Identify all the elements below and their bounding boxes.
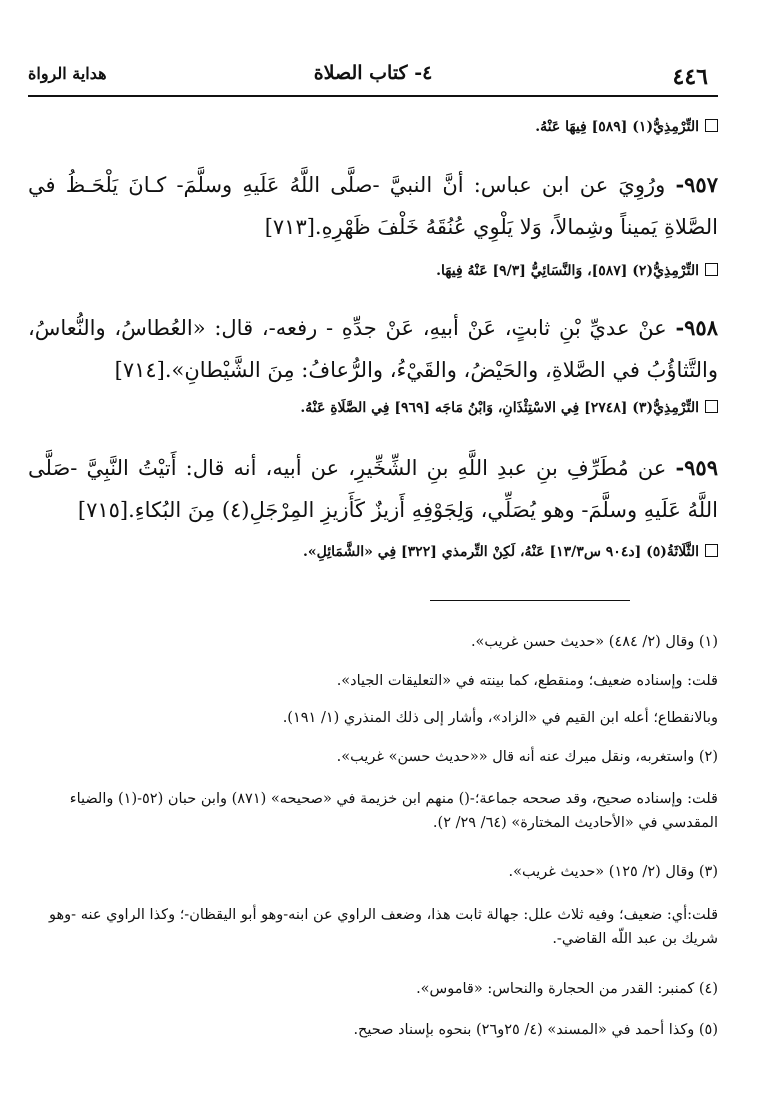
source-line: التِّرْمِذِيُّ(٢) [٥٨٧]، وَالنَّسَائِيُّ [٩/٣] عَنْهُ فِيهَا. [28,260,718,282]
hadith-number: ٩٥٩- [675,455,718,480]
footnote: (٤) كمنبر: القدر من الحجارة والنحاس: «قاموس». [416,981,718,997]
source-line: التِّرْمِذِيُّ(٣) [٢٧٤٨] فِي الاسْتِئْذَانِ، وَابْنُ مَاجَه [٩٦٩] فِي الصَّلَاةِ عَنْهُ. [28,397,718,419]
hadith-959 [28,447,718,531]
footnote: قلت:أي: ضعيف؛ وفيه ثلاث علل: جهالة ثابت هذا، وضعف الراوي عن ابنه-وهو أبو اليقظان-؛ وكذا الراوي عنه -وهو شريك بن عبد اللّه القاضي-. [49,907,718,947]
footnote: (٣) وقال (٢/ ١٢٥) «حديث غريب». [508,864,718,880]
footnote: (١) وقال (٢/ ٤٨٤) «حديث حسن غريب». [470,634,718,650]
header-divider [28,95,718,97]
square-bullet-icon [705,263,718,276]
book-title: هداية الرواة [28,64,107,83]
square-bullet-icon [705,400,718,413]
footnote: وبالانقطاع؛ أعله ابن القيم في «الزاد»، وأشار إلى ذلك المنذري (١/ ١٩١). [282,710,718,726]
footnote: قلت: وإسناده ضعيف؛ ومنقطع، كما بينته في «التعليقات الجياد». [336,673,718,689]
footnote: قلت: وإسناده صحيح، وقد صححه جماعة؛-() منهم ابن خزيمة في «صحيحه» (٨٧١) وابن حبان (٥٢-(١) والضياء المقدسي في «الأحاديث المختارة» (٦٤/ ٢٩/ ٢). [69,791,718,831]
hadith-number: ٩٥٧- [675,172,718,197]
hadith-958 [28,307,718,391]
hadith-text: عنْ عديِّ بْنِ ثابتٍ، عَنْ أبيهِ، عَنْ جدِّهِ - رفعه-، قال: «العُطاسُ، والنُّعاسُ، والتَّثاؤُبُ في الصَّلاةِ، والحَيْضُ، والقَيْءُ، والرُّعافُ: مِنَ الشَّيْطانِ».[٧١٤] [28,316,718,382]
source-line: الثَّلَاثَةُ(٥) [د٩٠٤ س١٣/٣] عَنْهُ، لَكِنْ التِّرمذي [٣٢٢] فِي «الشَّمَائِلِ». [28,541,718,563]
chapter-title: ٤- كتاب الصلاة [313,62,433,84]
source-line: التِّرْمِذِيُّ(١) [٥٨٩] فِيهَا عَنْهُ. [28,116,718,138]
footnote-divider [430,600,630,601]
page-number: ٤٤٦ [672,64,708,90]
hadith-text: ورُوِيَ عن ابن عباس: أنَّ النبيَّ -صلَّى اللَّهُ عَلَيهِ وسلَّمَ- كـانَ يَلْحَـظُ في الصَّلاةِ يَميناً وشِمالاً، وَلا يَلْوِي عُنُقَهُ خَلْفَ ظَهْرِهِ.[٧١٣] [28,173,718,239]
footnote: (٥) وكذا أحمد في «المسند» (٤/ ٢٥و٢٦) بنحوه بإسناد صحيح. [353,1022,718,1038]
hadith-text: عن مُطَرِّفِ بنِ عبدِ اللَّهِ بنِ الشِّخِّيرِ، عن أبيه، أنه قال: أَتيْتُ النَّبِيَّ -صَلَّى اللَّهُ عَلَيهِ وسلَّمَ- وهو يُصَلِّي، وَلِجَوْفِهِ أَزيزٌ كَأَزيزِ المِرْجَلِ(٤) مِنَ البُكاءِ.[٧١٥] [28,456,718,522]
footnote: (٢) واستغربه، ونقل ميرك عنه أنه قال ««حديث حسن» غريب». [336,749,718,765]
square-bullet-icon [705,544,718,557]
hadith-number: ٩٥٨- [675,315,718,340]
square-bullet-icon [705,119,718,132]
page-header [28,62,718,90]
hadith-957 [28,164,718,248]
